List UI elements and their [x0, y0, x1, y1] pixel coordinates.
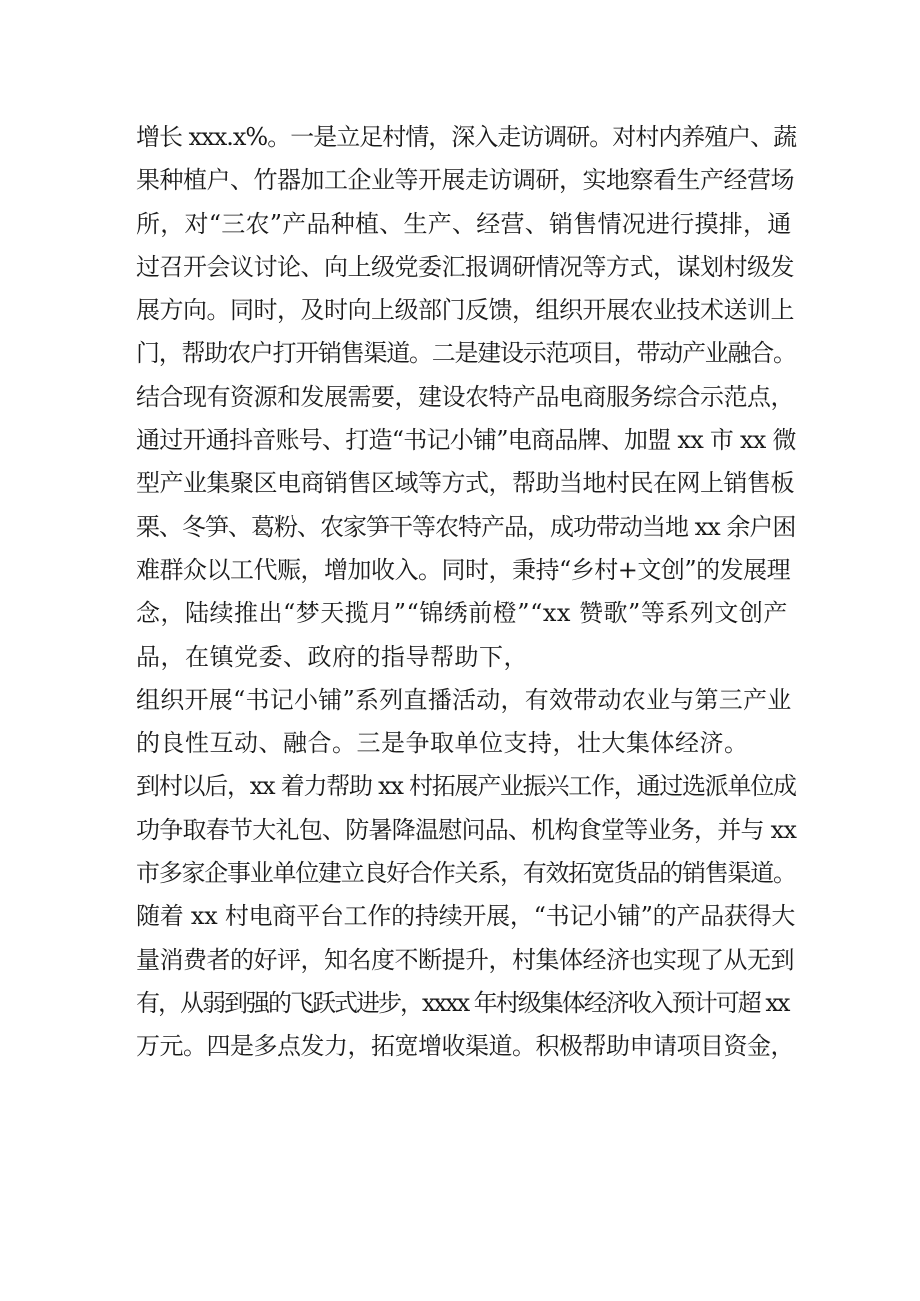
- text-line: 过召开会议讨论、向上级党委汇报调研情况等方式，谋划村级发: [136, 252, 794, 281]
- text-line: 结合现有资源和发展需要，建设农特产品电商服务综合示范点，: [136, 382, 794, 411]
- text-line: 栗、冬笋、葛粉、农家笋干等农特产品，成功带动当地 xx 余户困: [136, 512, 796, 541]
- text-line: 的良性互动、融合。三是争取单位支持，壮大集体经济。: [136, 729, 749, 758]
- text-line: 型产业集聚区电商销售区域等方式，帮助当地村民在网上销售板: [136, 469, 794, 498]
- text-line: 品，在镇党委、政府的指导帮助下，: [136, 642, 528, 671]
- text-line: 量消费者的好评，知名度不断提升，村集体经济也实现了从无到: [136, 945, 794, 974]
- text-line: 功争取春节大礼包、防暑降温慰问品、机构食堂等业务，并与 xx: [136, 815, 797, 844]
- text-line: 展方向。同时，及时向上级部门反馈，组织开展农业技术送训上: [136, 296, 794, 325]
- text-line: 通过开通抖音账号、打造“书记小铺”电商品牌、加盟 xx 市 xx 微: [136, 426, 796, 455]
- text-line: 所，对“三农”产品种植、生产、经营、销售情况进行摸排，通: [136, 209, 792, 238]
- text-line: 市多家企事业单位建立良好合作关系，有效拓宽货品的销售渠道。: [136, 859, 796, 888]
- text-line: 增长 xxx.x%。一是立足村情，深入走访调研。对村内养殖户、蔬: [136, 123, 797, 151]
- text-line: 门，帮助农户打开销售渠道。二是建设示范项目，带动产业融合。: [136, 339, 796, 368]
- text-line: 难群众以工代赈，增加收入。同时，秉持“乡村+文创”的发展理: [136, 555, 791, 584]
- text-line: 万元。四是多点发力，拓宽增收渠道。积极帮助申请项目资金，: [136, 1032, 794, 1061]
- text-line: 组织开展“书记小铺”系列直播活动，有效带动农业与第三产业: [136, 685, 792, 714]
- text-line: 念，陆续推出“梦天揽月”“锦绣前橙”“xx 赞歌”等系列文创产: [136, 599, 788, 628]
- body-text: [136, 116, 796, 1069]
- text-line: 有，从弱到强的飞跃式进步，xxxx 年村级集体经济收入预计可超 xx: [136, 988, 789, 1017]
- text-line: 随着 xx 村电商平台工作的持续开展，“书记小铺”的产品获得大: [136, 902, 796, 931]
- text-line: 果种植户、竹器加工企业等开展走访调研，实地察看生产经营场: [136, 166, 794, 195]
- text-line: 到村以后，xx 着力帮助 xx 村拓展产业振兴工作，通过选派单位成: [136, 772, 796, 801]
